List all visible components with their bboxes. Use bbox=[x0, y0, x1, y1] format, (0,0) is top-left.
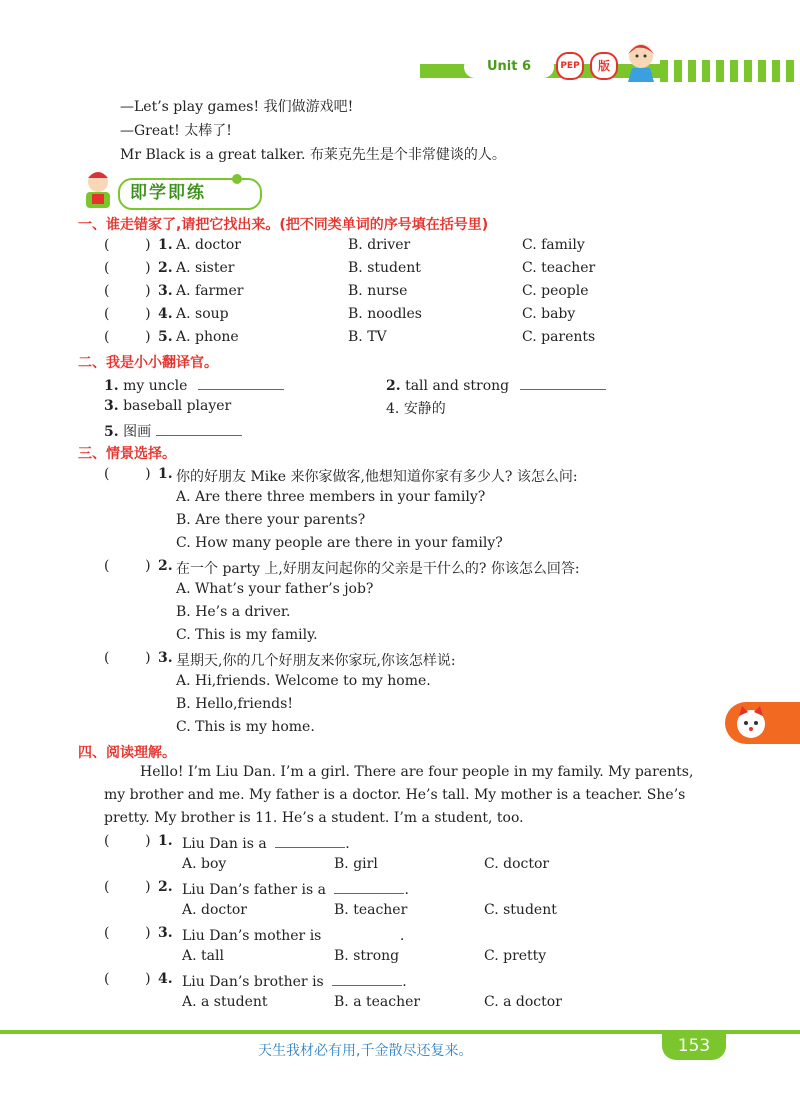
option-a: A. Are there three members in your family? bbox=[176, 489, 486, 505]
question-stem: Liu Dan’s father is a bbox=[182, 882, 326, 898]
option-c: C. doctor bbox=[484, 856, 550, 872]
option-a: A. boy bbox=[182, 856, 227, 872]
option-c: C. people bbox=[522, 283, 589, 299]
edition-badge: 版 bbox=[590, 52, 618, 80]
option-c: C. pretty bbox=[484, 948, 547, 964]
option-c: C. This is my family. bbox=[176, 627, 318, 643]
option-b: B. teacher bbox=[334, 902, 408, 918]
item-number: 3. bbox=[104, 398, 119, 414]
header-checker-band bbox=[660, 60, 800, 82]
section2-title: 二、我是小小翻译官。 bbox=[78, 355, 218, 371]
item-number: 1. bbox=[158, 466, 173, 482]
translate-item-5 bbox=[104, 421, 242, 441]
answer-blank[interactable] bbox=[334, 879, 404, 894]
answer-blank[interactable] bbox=[156, 421, 242, 436]
item-text: my uncle bbox=[123, 378, 188, 394]
item-text: 安静的 bbox=[403, 401, 446, 417]
item-number: 4. bbox=[158, 971, 173, 987]
option-b: B. He’s a driver. bbox=[176, 604, 291, 620]
item-number: 1. bbox=[158, 833, 173, 849]
option-a: A. phone bbox=[176, 329, 239, 345]
question-stem: Liu Dan’s mother is bbox=[182, 928, 322, 944]
section1-title: 一、谁走错家了,请把它找出来。(把不同类单词的序号填在括号里) bbox=[78, 217, 489, 233]
answer-blank[interactable] bbox=[332, 971, 402, 986]
option-c: C. baby bbox=[522, 306, 576, 322]
answer-blank[interactable] bbox=[330, 925, 400, 940]
section4-title: 四、阅读理解。 bbox=[78, 745, 176, 761]
question-text bbox=[182, 879, 409, 898]
option-a: A. tall bbox=[182, 948, 224, 964]
question-text bbox=[182, 971, 407, 990]
question-end: . bbox=[402, 974, 407, 990]
boy-mascot-icon bbox=[78, 168, 118, 210]
option-a: A. sister bbox=[176, 260, 235, 276]
item-number: 3. bbox=[158, 650, 173, 666]
option-a: A. Hi,friends. Welcome to my home. bbox=[176, 673, 431, 689]
item-number: 2. bbox=[158, 558, 173, 574]
item-text: 图画 bbox=[123, 424, 152, 440]
passage-line-1: Hello! I’m Liu Dan. I’m a girl. There are four people in my family. My parents, bbox=[140, 764, 694, 780]
option-c: C. This is my home. bbox=[176, 719, 315, 735]
question-stem: Liu Dan’s brother is bbox=[182, 974, 324, 990]
intro-line-3: Mr Black is a great talker. 布莱克先生是个非常健谈的人。 bbox=[120, 147, 506, 163]
question-text: 在一个 party 上,好朋友问起你的父亲是干什么的? 你该怎么回答: bbox=[176, 561, 580, 577]
answer-paren[interactable]: ( ) bbox=[104, 329, 151, 345]
answer-paren[interactable]: ( ) bbox=[104, 260, 151, 276]
practice-title: 即学即练 bbox=[118, 178, 262, 210]
option-a: A. What’s your father’s job? bbox=[176, 581, 374, 597]
answer-blank[interactable] bbox=[198, 375, 284, 390]
answer-paren[interactable]: ( ) bbox=[104, 237, 151, 253]
option-a: A. soup bbox=[176, 306, 229, 322]
question-end: . bbox=[399, 928, 405, 944]
passage-line-2: my brother and me. My father is a doctor. He’s tall. My mother is a teacher. She’s bbox=[104, 787, 686, 803]
option-b: B. Hello,friends! bbox=[176, 696, 293, 712]
item-number: 3. bbox=[158, 283, 173, 299]
translate-item-1 bbox=[104, 375, 284, 394]
option-b: B. student bbox=[348, 260, 421, 276]
option-b: B. Are there your parents? bbox=[176, 512, 366, 528]
option-b: B. girl bbox=[334, 856, 378, 872]
option-c: C. student bbox=[484, 902, 557, 918]
answer-paren[interactable]: ( ) bbox=[104, 558, 151, 574]
item-text: baseball player bbox=[123, 398, 232, 414]
item-number: 4. bbox=[386, 401, 400, 417]
option-c: C. a doctor bbox=[484, 994, 562, 1010]
girl-mascot-icon bbox=[616, 36, 666, 84]
option-b: B. driver bbox=[348, 237, 411, 253]
intro-line-1: —Let’s play games! 我们做游戏吧! bbox=[120, 99, 354, 115]
cat-face-icon bbox=[732, 704, 770, 742]
translate-item-4 bbox=[386, 398, 446, 418]
answer-blank[interactable] bbox=[275, 833, 345, 848]
passage-line-3: pretty. My brother is 11. He’s a student. I’m a student, too. bbox=[104, 810, 524, 826]
item-number: 3. bbox=[158, 925, 173, 941]
item-number: 5. bbox=[158, 329, 173, 345]
answer-paren[interactable]: ( ) bbox=[104, 833, 151, 849]
answer-paren[interactable]: ( ) bbox=[104, 283, 151, 299]
question-text: 你的好朋友 Mike 来你家做客,他想知道你家有多少人? 该怎么问: bbox=[176, 469, 578, 485]
option-b: B. strong bbox=[334, 948, 400, 964]
intro-line-2: —Great! 太棒了! bbox=[120, 123, 232, 139]
option-c: C. teacher bbox=[522, 260, 596, 276]
item-number: 2. bbox=[386, 378, 401, 394]
item-number: 2. bbox=[158, 260, 173, 276]
translate-item-2 bbox=[386, 375, 606, 394]
answer-paren[interactable]: ( ) bbox=[104, 306, 151, 322]
answer-blank[interactable] bbox=[520, 375, 606, 390]
question-text bbox=[182, 833, 350, 852]
footer-motto: 天生我材必有用,千金散尽还复来。 bbox=[258, 1043, 473, 1059]
question-stem: Liu Dan is a bbox=[182, 836, 267, 852]
answer-paren[interactable]: ( ) bbox=[104, 925, 151, 941]
option-b: B. a teacher bbox=[334, 994, 421, 1010]
question-end: . bbox=[404, 882, 409, 898]
option-c: C. family bbox=[522, 237, 585, 253]
title-dot bbox=[232, 174, 242, 184]
answer-paren[interactable]: ( ) bbox=[104, 650, 151, 666]
item-number: 1. bbox=[158, 237, 173, 253]
option-c: C. parents bbox=[522, 329, 596, 345]
option-b: B. nurse bbox=[348, 283, 408, 299]
answer-paren[interactable]: ( ) bbox=[104, 466, 151, 482]
item-number: 4. bbox=[158, 306, 173, 322]
answer-paren[interactable]: ( ) bbox=[104, 971, 151, 987]
item-text: tall and strong bbox=[405, 378, 510, 394]
option-a: A. doctor bbox=[176, 237, 241, 253]
answer-paren[interactable]: ( ) bbox=[104, 879, 151, 895]
option-a: A. farmer bbox=[176, 283, 244, 299]
section3-title: 三、情景选择。 bbox=[78, 446, 176, 462]
option-a: A. a student bbox=[182, 994, 268, 1010]
option-b: B. noodles bbox=[348, 306, 422, 322]
item-number: 2. bbox=[158, 879, 173, 895]
option-c: C. How many people are there in your family? bbox=[176, 535, 503, 551]
item-number: 5. bbox=[104, 424, 119, 440]
translate-item-3 bbox=[104, 398, 231, 414]
question-end: . bbox=[345, 836, 350, 852]
question-text: 星期天,你的几个好朋友来你家玩,你该怎样说: bbox=[176, 653, 456, 669]
page-number: 153 bbox=[662, 1032, 726, 1060]
unit-label: Unit 6 bbox=[464, 56, 554, 78]
item-number: 1. bbox=[104, 378, 119, 394]
question-text bbox=[182, 925, 404, 944]
option-a: A. doctor bbox=[182, 902, 247, 918]
option-b: B. TV bbox=[348, 329, 387, 345]
pep-badge: PEP bbox=[556, 52, 584, 80]
